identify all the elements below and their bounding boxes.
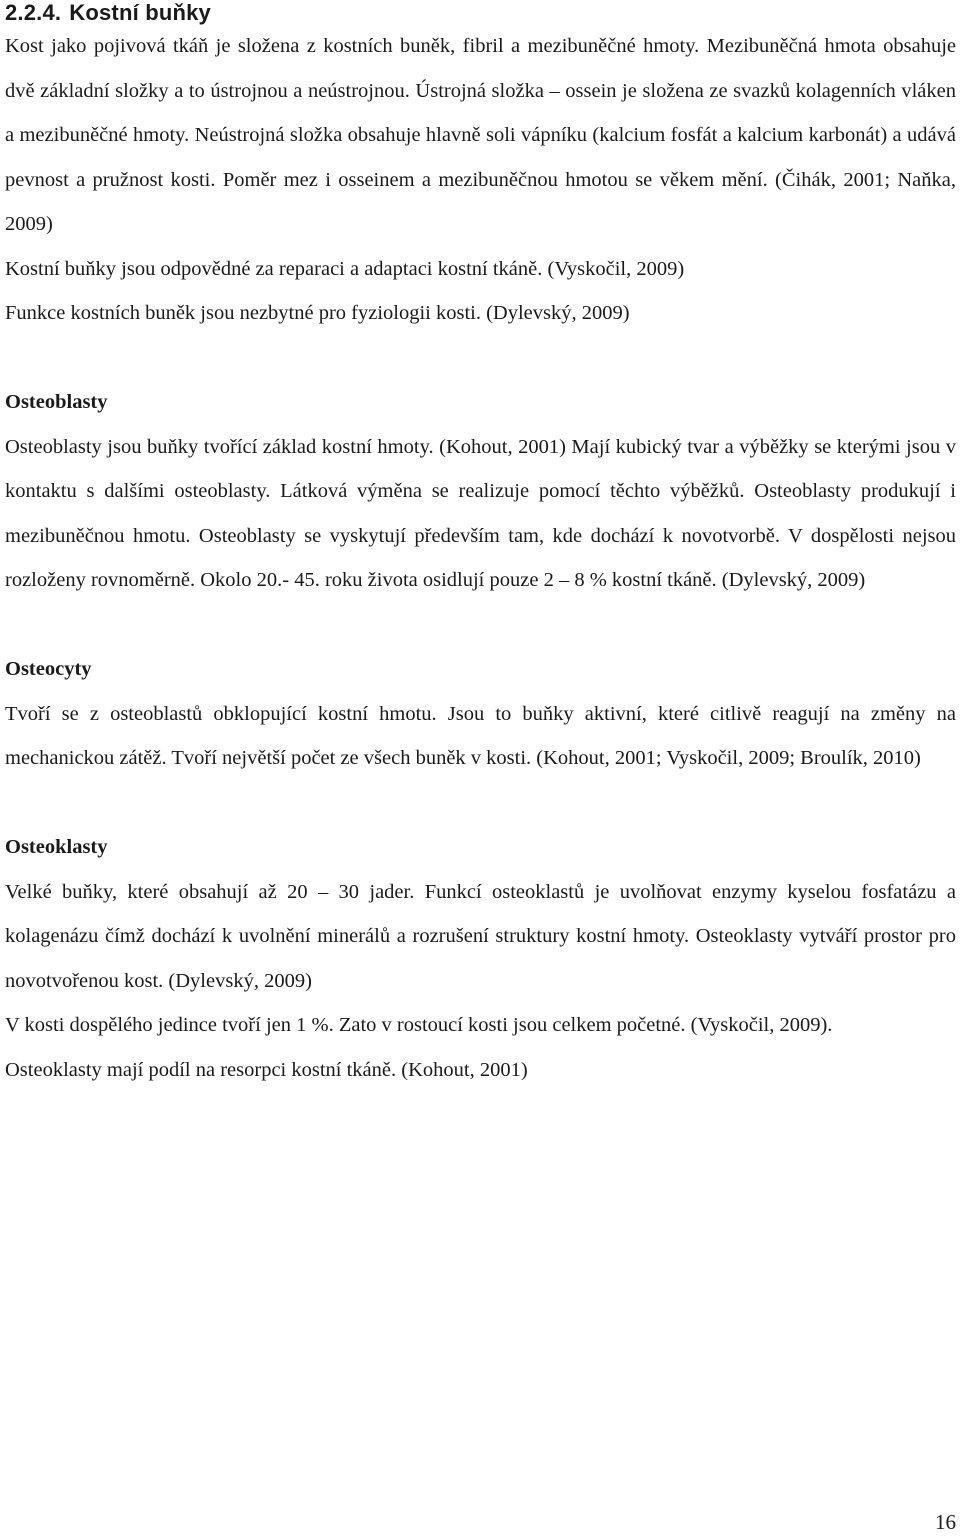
section-title: Kostní buňky	[69, 0, 211, 25]
osteocyty-heading: Osteocyty	[5, 658, 92, 680]
osteoklasty-paragraph-3: Osteoklasty mají podíl na resorpci kostní tkáně. (Kohout, 2001)	[5, 1058, 528, 1081]
section-heading	[5, 0, 956, 26]
spacer	[5, 336, 956, 381]
section-number: 2.2.4.	[5, 0, 62, 25]
spacer	[5, 781, 956, 826]
intro-paragraph-2: Kostní buňky jsou odpovědné za reparaci a adaptaci kostní tkáně. (Vyskočil, 2009)	[5, 257, 685, 280]
spacer	[5, 603, 956, 648]
intro-paragraph-1: Kost jako pojivová tkáň je složena z kostních buněk, fibril a mezibuněčné hmoty. Mezibuněčná hmota obsahuje dvě základní složky a to ústrojnou a neústrojnou. Ústrojná složka – ossein je složena ze svazků kolagenních vláken a mezibuněčné hmoty. Neústrojná složka obsahuje hlavně soli vápníku (kalcium fosfát a kalcium karbonát) a udává pevnost a pružnost kosti. Poměr mez i osseinem a mezibuněčnou hmotou se věkem mění. (Čihák, 2001; Naňka, 2009)	[5, 35, 956, 235]
intro-paragraph-3: Funkce kostních buněk jsou nezbytné pro fyziologii kosti. (Dylevský, 2009)	[5, 302, 630, 324]
osteocyty-paragraph: Tvoří se z osteoblastů obklopující kostní hmotu. Jsou to buňky aktivní, které citlivě reagují na změny na mechanickou zátěž. Tvoří největší počet ze všech buněk v kosti. (Kohout, 2001; Vyskočil, 2009; Broulík, 2010)	[5, 702, 956, 769]
osteoklasty-heading: Osteoklasty	[5, 836, 108, 858]
page-number: 16	[935, 1510, 956, 1534]
osteoblasty-heading: Osteoblasty	[5, 391, 108, 413]
osteoklasty-paragraph-2: V kosti dospělého jedince tvoří jen 1 %. Zato v rostoucí kosti jsou celkem početné. (Vyskočil, 2009).	[5, 1014, 833, 1036]
document-page	[5, 0, 956, 1092]
osteoklasty-paragraph-1: Velké buňky, které obsahují až 20 – 30 jader. Funkcí osteoklastů je uvolňovat enzymy kyselou fosfatázu a kolagenázu čímž dochází k uvolnění minerálů a rozrušení struktury kostní hmoty. Osteoklasty vytváří prostor pro novotvořenou kost. (Dylevský, 2009)	[5, 880, 956, 992]
osteoblasty-paragraph: Osteoblasty jsou buňky tvořící základ kostní hmoty. (Kohout, 2001) Mají kubický tvar a výběžky se kterými jsou v kontaktu s dalšími osteoblasty. Látková výměna se realizuje pomocí těchto výběžků. Osteoblasty produkují i mezibuněčnou hmotu. Osteoblasty se vyskytují především tam, kde dochází k novotvorbě. V dospělosti nejsou rozloženy rovnoměrně. Okolo 20.- 45. roku života osidlují pouze 2 – 8 % kostní tkáně. (Dylevský, 2009)	[5, 435, 956, 591]
